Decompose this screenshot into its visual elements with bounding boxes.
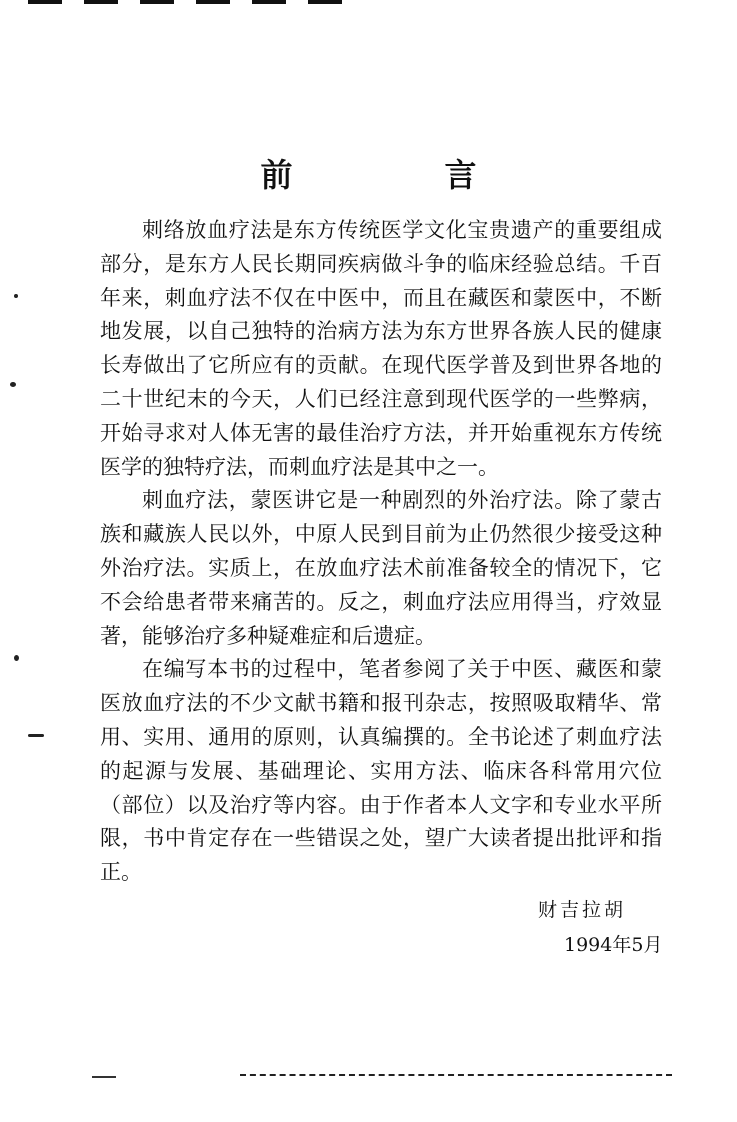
text-line: （部位）以及治疗等内容。由于作者本人文字和专业水平所 xyxy=(100,792,662,817)
text-line: 正。 xyxy=(100,860,142,885)
scan-speck xyxy=(14,655,19,661)
paragraph xyxy=(100,484,662,653)
scan-speck xyxy=(10,382,16,387)
page-title: 前 言 xyxy=(260,156,537,194)
text-line: 在编写本书的过程中，笔者参阅了关于中医、藏医和蒙 xyxy=(142,657,662,682)
scan-top-marks xyxy=(28,0,342,4)
text-line: 外治疗法。实质上，在放血疗法术前准备较全的情况下，它 xyxy=(100,555,662,580)
preface-body xyxy=(100,214,662,890)
text-line: 二十世纪末的今天，人们已经注意到现代医学的一些弊病， xyxy=(100,386,662,411)
paragraph xyxy=(100,653,662,890)
scan-mark xyxy=(92,1076,116,1078)
text-line: 医放血疗法的不少文献书籍和报刊杂志，按照吸取精华、常 xyxy=(100,691,662,716)
text-line: 地发展，以自己独特的治病方法为东方世界各族人民的健康 xyxy=(100,319,662,344)
bottom-rule xyxy=(240,1074,672,1076)
text-line: 刺血疗法，蒙医讲它是一种剧烈的外治疗法。除了蒙古 xyxy=(142,488,662,513)
scan-speck xyxy=(28,734,44,737)
text-line: 族和藏族人民以外，中原人民到目前为止仍然很少接受这种 xyxy=(100,522,662,547)
text-line: 用、实用、通用的原则，认真编撰的。全书论述了刺血疗法 xyxy=(100,724,662,749)
text-line: 医学的独特疗法，而刺血疗法是其中之一。 xyxy=(100,454,499,479)
text-line: 的起源与发展、基础理论、实用方法、临床各科常用穴位 xyxy=(100,758,662,783)
text-line: 年来，刺血疗法不仅在中医中，而且在藏医和蒙医中，不断 xyxy=(100,285,662,310)
signature-date: 1994年5月 xyxy=(564,934,663,956)
text-line: 著，能够治疗多种疑难症和后遗症。 xyxy=(100,623,436,648)
text-line: 不会给患者带来痛苦的。反之，刺血疗法应用得当，疗效显 xyxy=(100,589,662,614)
scan-speck xyxy=(14,294,18,298)
author-signature: 财吉拉胡 xyxy=(538,899,627,921)
text-line: 刺络放血疗法是东方传统医学文化宝贵遗产的重要组成 xyxy=(142,218,662,242)
text-line: 长寿做出了它所应有的贡献。在现代医学普及到世界各地的 xyxy=(100,353,662,378)
text-line: 限，书中肯定存在一些错误之处，望广大读者提出批评和指 xyxy=(100,826,662,851)
text-line: 部分，是东方人民长期同疾病做斗争的临床经验总结。千百 xyxy=(100,251,662,276)
paragraph xyxy=(100,214,662,484)
text-line: 开始寻求对人体无害的最佳治疗方法，并开始重视东方传统 xyxy=(100,420,662,445)
